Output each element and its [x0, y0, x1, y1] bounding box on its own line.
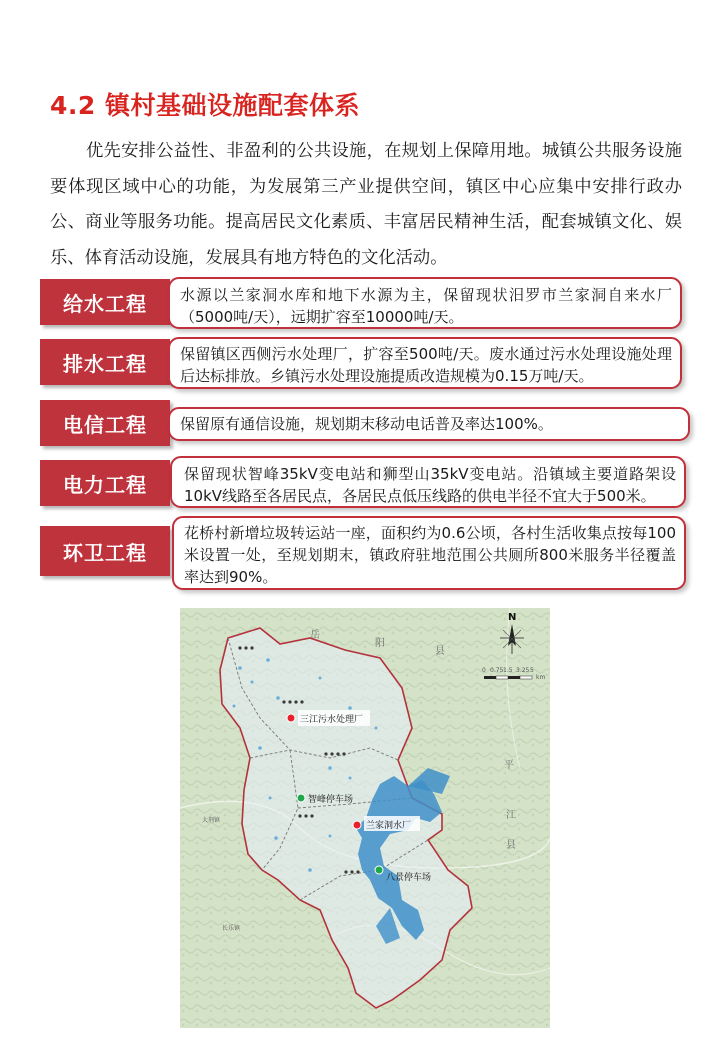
scale-tick-0: 0 [482, 667, 486, 674]
item-label-drainage: 排水工程 [40, 339, 170, 385]
marker-label-lanjiadong-waterworks: 兰家洞水厂 [366, 821, 412, 831]
item-text-power: 保留现状智峰35kV变电站和狮型山35kV变电站。沿镇域主要道路架设10kV线路至各居民点，各居民点低压线路的供电半径不宜大于500米。 [170, 456, 686, 508]
item-text-telecom: 保留原有通信设施，规划期末移动电话普及率达100%。 [168, 407, 690, 441]
map-bg-label-xian1: 县 [435, 646, 445, 657]
scale-tick-3: 3.25 [516, 667, 530, 674]
map-svg [180, 608, 550, 1028]
item-text-water-supply: 水源以兰家洞水库和地下水源为主，保留现状汨罗市兰家洞自来水厂（5000吨/天），远期扩容至10000吨/天。 [168, 277, 682, 329]
map-bg-label-xian2: 县 [506, 840, 516, 851]
north-label: N [508, 612, 517, 623]
item-label-sanitation: 环卫工程 [40, 526, 170, 576]
map-bg-label-changle: 长乐镇 [222, 925, 241, 932]
map-bg-label-yang: 阳 [375, 638, 385, 649]
map-bg-label-dajing: 大荆镇 [202, 817, 221, 824]
map-bg-label-ping: 平 [504, 760, 514, 771]
scale-tick-2: 1.5 [503, 667, 513, 674]
item-text-drainage: 保留镇区西侧污水处理厂，扩容至500吨/天。废水通过污水处理设施处理后达标排放。乡镇污水处理设施提质改造规模为0.15万吨/天。 [168, 337, 682, 389]
infrastructure-map [180, 608, 550, 1028]
map-bg-label-yue: 岳 [310, 630, 320, 641]
scale-tick-4: 5 [530, 667, 534, 674]
marker-label-zhifeng-parking: 智峰停车场 [308, 795, 354, 805]
map-bg-label-jiang: 江 [506, 810, 516, 821]
item-label-telecom: 电信工程 [40, 400, 170, 446]
marker-sanjiang-sewage[interactable] [287, 710, 370, 726]
item-label-water-supply: 给水工程 [40, 279, 170, 325]
item-text-sanitation: 花桥村新增垃圾转运站一座，面积约为0.6公顷，各村生活收集点按每100米设置一处，至规划期末，镇政府驻地范围公共厕所800米服务半径覆盖率达到90%。 [172, 516, 686, 590]
scale-unit: km [536, 674, 546, 681]
marker-label-bajing-parking: 八景停车场 [386, 873, 432, 883]
section-title: 4.2 镇村基础设施配套体系 [50, 91, 360, 120]
item-label-power: 电力工程 [40, 460, 170, 506]
marker-label-sanjiang-sewage: 三江污水处理厂 [300, 715, 364, 725]
intro-paragraph: 优先安排公益性、非盈利的公共设施，在规划上保障用地。城镇公共服务设施要体现区域中心的功能，为发展第三产业提供空间，镇区中心应集中安排行政办公、商业等服务功能。提高居民文化素质、丰富居民精神生活，配套城镇文化、娱乐、体育活动设施，发展具有地方特色的文化活动。 [50, 141, 682, 268]
scale-tick-1: 0.75 [490, 667, 504, 674]
